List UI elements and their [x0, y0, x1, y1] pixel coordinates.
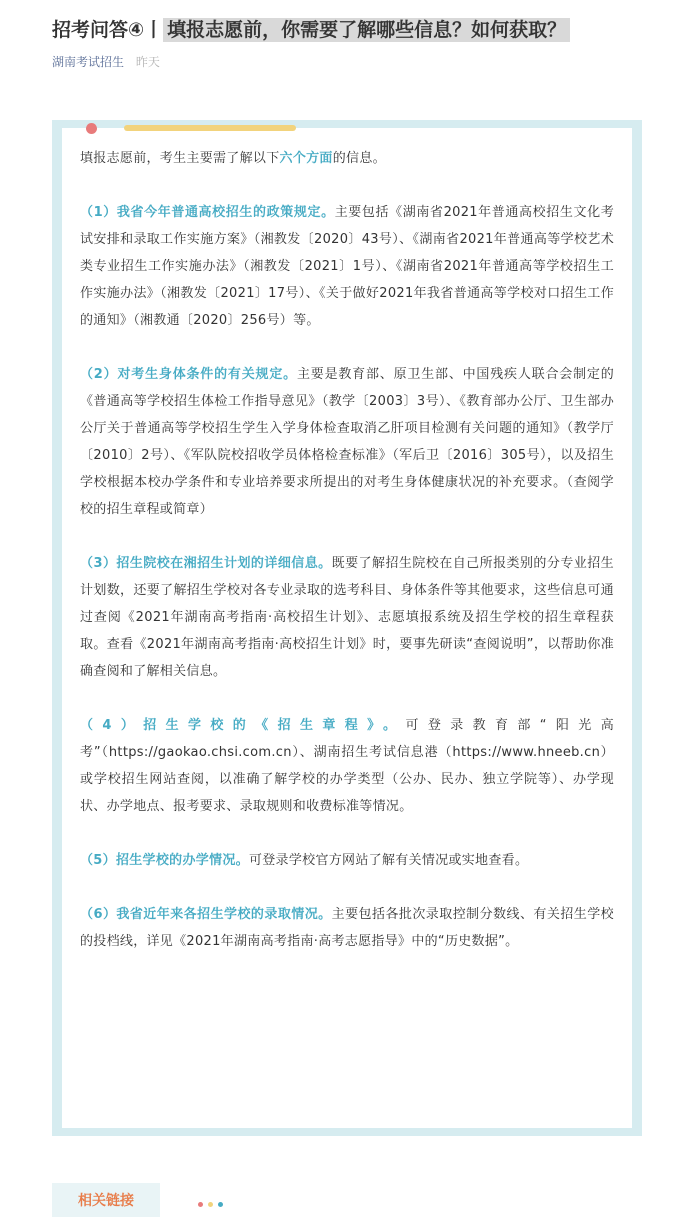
content-frame-inner [62, 128, 632, 1128]
paragraph-6-text: 主要包括各批次录取控制分数线、有关招生学校的投档线，详见《2021年湖南高考指南·高考志愿指导》中的“历史数据”。 [80, 907, 614, 949]
title-prefix: 招考问答④丨 [52, 19, 164, 41]
intro-highlight: 六个方面 [279, 151, 333, 166]
paragraph-5 [80, 847, 614, 874]
paragraph-3-heading: （3）招生院校在湘招生计划的详细信息。 [80, 556, 332, 571]
article-meta [52, 53, 160, 71]
paragraph-3 [80, 550, 614, 685]
paragraph-4-text: 可登录教育部“阳光高考”（https://gaokao.chsi.com.cn）、湖南招生考试信息港（https://www.hneeb.cn）或学校招生网站查阅，以准确了解学校的办学类型（公办、民办、独立学院等）、办学现状、办学地点、报考要求、录取规则和收费标准等情况。 [80, 718, 614, 814]
dot-yellow [208, 1202, 213, 1207]
article-title [52, 14, 692, 46]
paragraph-5-text: 可登录学校官方网站了解有关情况或实地查看。 [248, 853, 529, 868]
paragraph-5-heading: （5）招生学校的办学情况。 [80, 853, 249, 868]
paragraph-6-heading: （6）我省近年来各招生学校的录取情况。 [80, 907, 332, 922]
article-body [80, 145, 614, 982]
intro-text-end: 的信息。 [332, 151, 386, 166]
intro-text: 填报志愿前，考生主要需了解以下 [80, 151, 280, 166]
paragraph-1-heading: （1）我省今年普通高校招生的政策规定。 [80, 205, 335, 220]
decorative-bar [124, 125, 296, 131]
paragraph-2 [80, 361, 614, 523]
related-links-tab[interactable]: 相关链接 [52, 1183, 160, 1217]
paragraph-2-text: 主要是教育部、原卫生部、中国残疾人联合会制定的《普通高等学校招生体检工作指导意见》（教学〔2003〕3号）、《教育部办公厅、卫生部办公厅关于普通高等学校招生学生入学身体检查取消乙肝项目检测有关问题的通知》（教学厅〔2010〕2号）、《军队院校招收学员体格检查标准》（军后卫〔2016〕305号），以及招生学校根据本校办学条件和专业培养要求所提出的对考生身体健康状况的补充要求。（查阅学校的招生章程或简章） [80, 367, 614, 517]
decorative-dot [86, 123, 97, 134]
title-highlighted: 填报志愿前，你需要了解哪些信息？如何获取？ [163, 18, 570, 42]
paragraph-4-heading: （4）招生学校的《招生章程》。 [80, 718, 406, 733]
paragraph-1-text: 主要包括《湖南省2021年普通高校招生文化考试安排和录取工作实施方案》（湘教发〔2020〕43号）、《湖南省2021年普通高等学校艺术类专业招生工作实施办法》（湘教发〔2021〕1号）、《湖南省2021年普通高等学校招生工作实施办法》（湘教发〔2021〕17号）、《关于做好2021年我省普通高等学校对口招生工作的通知》（湘教通〔2020〕256号）等。 [80, 205, 614, 328]
decorative-dots [198, 1202, 223, 1207]
dot-blue [218, 1202, 223, 1207]
paragraph-3-text: 既要了解招生院校在自己所报类别的分专业招生计划数，还要了解招生学校对各专业录取的选考科目、身体条件等其他要求，这些信息可通过查阅《2021年湖南高考指南·高校招生计划》、志愿填报系统及招生学校的招生章程获取。查看《2021年湖南高考指南·高校招生计划》时，要事先研读“查阅说明”，以帮助你准确查阅和了解相关信息。 [80, 556, 614, 679]
content-frame [52, 120, 642, 1136]
paragraph-2-heading: （2）对考生身体条件的有关规定。 [80, 367, 297, 382]
dot-red [198, 1202, 203, 1207]
intro-paragraph [80, 145, 614, 172]
account-name-link[interactable]: 湖南考试招生 [52, 55, 125, 69]
paragraph-1 [80, 199, 614, 334]
paragraph-4 [80, 712, 614, 820]
publish-date: 昨天 [135, 55, 160, 69]
paragraph-6 [80, 901, 614, 955]
